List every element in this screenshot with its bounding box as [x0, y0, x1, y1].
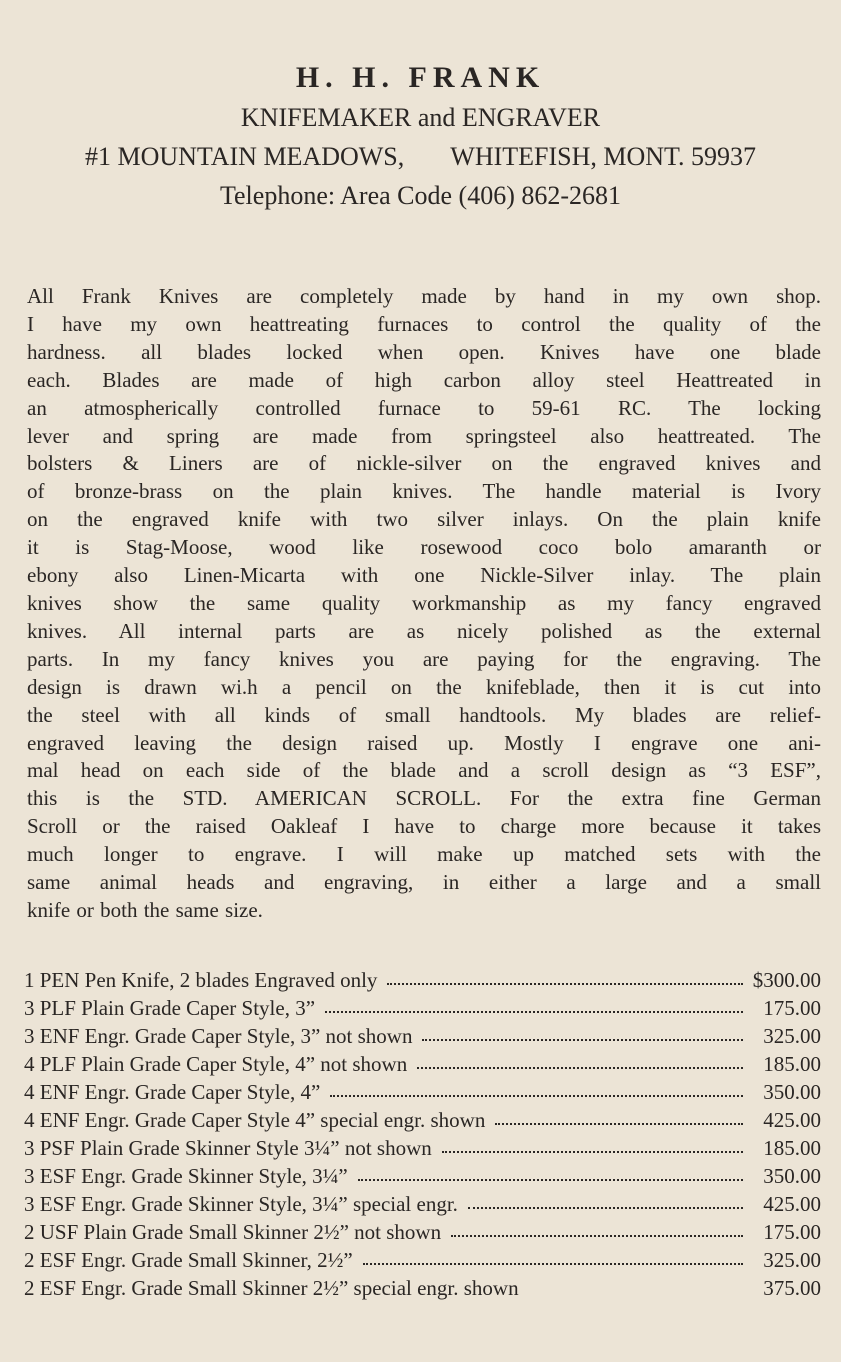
paragraph-line: an atmospherically controlled furnace to 59-61 RC. The locking	[27, 395, 821, 420]
item-price: 325.00	[763, 1248, 821, 1272]
item-price: 350.00	[763, 1164, 821, 1188]
price-row	[24, 1134, 821, 1162]
maker-name: H. H. FRANK	[295, 61, 546, 94]
item-description: 3 PSF Plain Grade Skinner Style 3¼” not shown	[24, 1136, 432, 1160]
price-row	[24, 1190, 821, 1218]
dot-leader	[363, 1259, 743, 1265]
price-row	[24, 1050, 821, 1078]
price-row	[24, 1078, 821, 1106]
item-description: 3 ESF Engr. Grade Skinner Style, 3¼”	[24, 1164, 348, 1188]
telephone: Telephone: Area Code (406) 862-2681	[219, 181, 622, 210]
paragraph-line: Scroll or the raised Oakleaf I have to charge more because it takes	[27, 814, 821, 839]
paragraph-line: engraved leaving the design raised up. Mostly I engrave one ani-	[27, 730, 821, 755]
price-row	[24, 994, 821, 1022]
paragraph-line: hardness. all blades locked when open. Knives have one blade	[27, 339, 821, 364]
item-price: 175.00	[763, 1220, 821, 1244]
item-description: 2 ESF Engr. Grade Small Skinner 2½” special engr. shown	[24, 1276, 519, 1300]
dot-leader	[442, 1147, 743, 1153]
paragraph-line: this is the STD. AMERICAN SCROLL. For the extra fine German	[27, 786, 821, 811]
dot-leader	[417, 1063, 743, 1069]
paragraph-line: same animal heads and engraving, in either a large and a small	[27, 870, 821, 895]
item-description: 3 ENF Engr. Grade Caper Style, 3” not shown	[24, 1024, 413, 1048]
paragraph-line: much longer to engrave. I will make up matched sets with the	[27, 842, 821, 867]
price-row	[24, 1106, 821, 1134]
dot-leader	[523, 1289, 747, 1293]
dot-leader	[358, 1175, 743, 1181]
paragraph-line: on the engraved knife with two silver inlays. On the plain knife	[27, 507, 821, 532]
paragraph-line: of bronze-brass on the plain knives. The handle material is Ivory	[27, 479, 821, 504]
item-description: 3 ESF Engr. Grade Skinner Style, 3¼” special engr.	[24, 1192, 458, 1216]
dot-leader	[325, 1007, 743, 1013]
item-price: 425.00	[763, 1108, 821, 1132]
paragraph-line: design is drawn wi.h a pencil on the knifeblade, then it is cut into	[27, 674, 821, 699]
paragraph-line: mal head on each side of the blade and a scroll design as “3 ESF”,	[27, 758, 821, 783]
paragraph-line: All Frank Knives are completely made by hand in my own shop.	[27, 284, 821, 308]
price-row	[24, 1274, 821, 1302]
address-city: WHITEFISH, MONT. 59937	[450, 142, 756, 171]
dot-leader	[468, 1203, 743, 1209]
dot-leader	[330, 1091, 743, 1097]
item-price: 185.00	[763, 1136, 821, 1160]
item-price: 185.00	[763, 1052, 821, 1076]
item-price: $300.00	[752, 968, 821, 992]
item-description: 4 PLF Plain Grade Caper Style, 4” not shown	[24, 1052, 408, 1076]
address-street: #1 MOUNTAIN MEADOWS,	[84, 142, 405, 171]
dot-leader	[422, 1035, 743, 1041]
item-description: 4 ENF Engr. Grade Caper Style, 4”	[24, 1080, 321, 1104]
item-description: 2 ESF Engr. Grade Small Skinner, 2½”	[24, 1248, 353, 1272]
dot-leader	[495, 1119, 743, 1125]
item-price: 325.00	[763, 1024, 821, 1048]
paragraph-line: knife or both the same size.	[27, 897, 263, 922]
address	[0, 137, 841, 176]
item-description: 4 ENF Engr. Grade Caper Style 4” special engr. shown	[24, 1108, 486, 1132]
price-row	[24, 1218, 821, 1246]
dot-leader	[451, 1231, 743, 1237]
item-description: 1 PEN Pen Knife, 2 blades Engraved only	[24, 968, 378, 992]
paragraph-line: knives. All internal parts are as nicely polished as the external	[27, 618, 821, 643]
paragraph-line: knives show the same quality workmanship as my fancy engraved	[27, 590, 821, 615]
item-price: 350.00	[763, 1080, 821, 1104]
item-description: 2 USF Plain Grade Small Skinner 2½” not shown	[24, 1220, 442, 1244]
item-price: 175.00	[763, 996, 821, 1020]
paragraph-line: each. Blades are made of high carbon alloy steel Heattreated in	[27, 367, 821, 392]
dot-leader	[387, 979, 743, 985]
item-description: 3 PLF Plain Grade Caper Style, 3”	[24, 996, 316, 1020]
description-paragraph	[27, 283, 821, 925]
price-row	[24, 1246, 821, 1274]
paragraph-line: it is Stag-Moose, wood like rosewood coco bolo amaranth or	[27, 535, 821, 560]
price-row	[24, 1162, 821, 1190]
paragraph-line: bolsters & Liners are of nickle-silver on the engraved knives and	[27, 451, 821, 476]
paragraph-line: ebony also Linen-Micarta with one Nickle-Silver inlay. The plain	[27, 563, 821, 588]
price-row	[24, 966, 821, 994]
price-row	[24, 1022, 821, 1050]
price-list	[24, 966, 821, 1302]
paragraph-line: I have my own heattreating furnaces to control the quality of the	[27, 311, 821, 336]
maker-title: KNIFEMAKER and ENGRAVER	[240, 103, 601, 132]
item-price: 425.00	[763, 1192, 821, 1216]
paragraph-line: the steel with all kinds of small handtools. My blades are relief-	[27, 702, 821, 727]
paragraph-line: parts. In my fancy knives you are paying for the engraving. The	[27, 646, 821, 671]
paragraph-line: lever and spring are made from springsteel also heattreated. The	[27, 423, 821, 448]
letterhead	[0, 58, 841, 215]
item-price: 375.00	[763, 1276, 821, 1300]
